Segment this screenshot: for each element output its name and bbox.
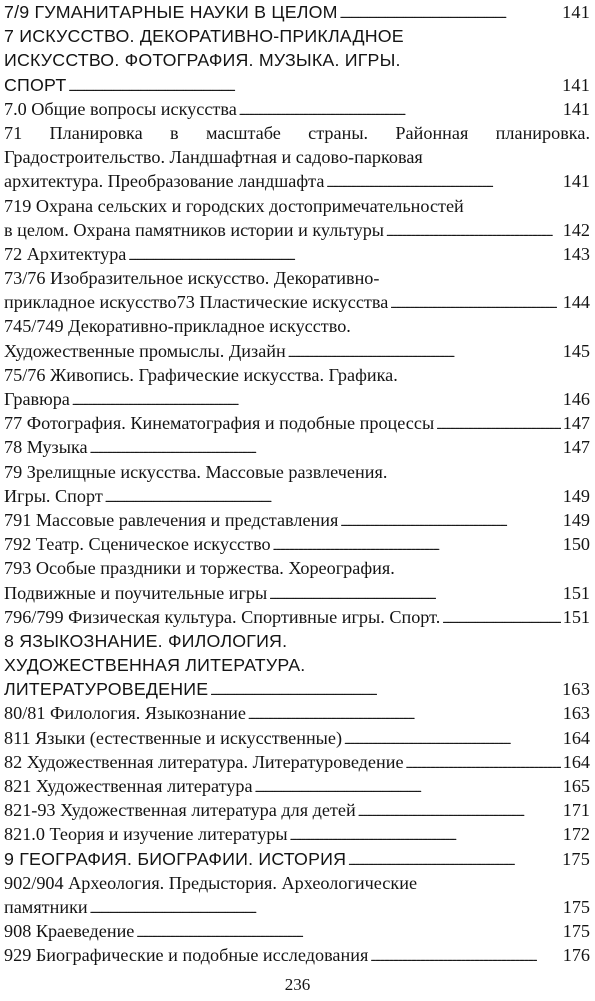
toc-entry-title: 821-93 Художественная литература для детей xyxy=(4,800,356,821)
toc-entry-page: 163 xyxy=(562,703,590,724)
toc-entry-title: 72 Архитектура xyxy=(4,243,127,264)
toc-entry-title: 77 Фотография. Кинематография и подобные процессы xyxy=(4,413,435,434)
toc-entry xyxy=(4,581,590,605)
toc-entry-page: 141 xyxy=(562,98,590,119)
toc-entry-title: Гравюра xyxy=(4,389,70,409)
dot-leader xyxy=(288,339,561,363)
toc-entry xyxy=(4,532,590,556)
toc-entry xyxy=(4,169,590,193)
toc-entry xyxy=(4,435,590,459)
dot-leader xyxy=(442,605,560,629)
dot-leader xyxy=(370,943,560,967)
toc-entry xyxy=(4,822,590,846)
toc-entry xyxy=(4,484,590,508)
dot-leader xyxy=(90,895,561,919)
dot-leader xyxy=(136,919,560,943)
toc-entry-continued xyxy=(4,266,590,290)
toc-entry xyxy=(4,387,590,411)
dot-leader xyxy=(128,242,560,266)
dot-leader xyxy=(340,508,560,532)
toc-entry xyxy=(4,895,590,919)
toc-entry-title: 908 Краеведение xyxy=(4,921,135,942)
toc-entry-title: Градостроительство. Ландшафтная и садово-парковая xyxy=(4,147,423,168)
dot-leader xyxy=(269,581,560,605)
toc-entry-title: 791 Массовые равлечения и представления xyxy=(4,509,339,530)
dot-leader xyxy=(210,677,560,701)
dot-leader xyxy=(326,169,560,193)
toc-entry-title: Игры. Спорт xyxy=(4,485,103,506)
toc-entry-page: 163 xyxy=(562,679,590,700)
dot-leader xyxy=(273,532,561,556)
toc-entry-page: 141 xyxy=(562,74,590,95)
toc-entry-page: 151 xyxy=(562,582,590,603)
table-of-contents xyxy=(4,0,590,968)
toc-entry-title: 79 Зрелищные искусства. Массовые развлечения. xyxy=(4,461,388,482)
toc-entry xyxy=(4,218,590,242)
toc-entry xyxy=(4,411,590,435)
toc-entry-continued xyxy=(4,48,590,72)
toc-entry-title: архитектура. Преобразование ландшафта xyxy=(4,171,325,192)
dot-leader xyxy=(290,822,561,846)
toc-entry-page: 144 xyxy=(562,292,590,313)
toc-entry-title: 792 Театр. Сценическое искусство xyxy=(4,534,271,555)
dot-leader xyxy=(340,0,560,24)
toc-entry-continued xyxy=(4,629,590,653)
toc-entry-page: 175 xyxy=(562,896,590,917)
toc-entry-page: 164 xyxy=(562,727,590,748)
toc-entry xyxy=(4,290,590,314)
toc-entry-continued xyxy=(4,314,590,338)
toc-entry-title: 80/81 Филология. Языкознание xyxy=(4,703,246,724)
toc-entry-title: 821.0 Теория и изучение литературы xyxy=(4,824,288,845)
toc-entry-title: 811 Языки (естественные и искусственные) xyxy=(4,727,343,748)
toc-entry-continued xyxy=(4,653,590,677)
toc-entry-title: 78 Музыка xyxy=(4,437,88,458)
toc-entry xyxy=(4,701,590,725)
toc-entry-title: 73/76 Изобразительное искусство. Декоративно- xyxy=(4,268,380,289)
dot-leader xyxy=(436,411,561,435)
toc-entry-title: ХУДОЖЕСТВЕННАЯ ЛИТЕРАТУРА. xyxy=(4,655,306,676)
toc-entry xyxy=(4,0,590,24)
toc-entry-title: ИСКУССТВО. ФОТОГРАФИЯ. МУЗЫКА. ИГРЫ. xyxy=(4,50,401,71)
dot-leader xyxy=(390,290,560,314)
toc-entry-title: 745/749 Декоративно-прикладное искусство. xyxy=(4,316,351,337)
toc-entry-title: 821 Художественная литература xyxy=(4,776,253,796)
toc-entry-title: 796/799 Физическая культура. Спортивные игры. Спорт. xyxy=(4,606,441,627)
toc-entry xyxy=(4,242,590,266)
toc-entry-page: 141 xyxy=(562,2,590,22)
toc-entry-title: ЛИТЕРАТУРОВЕДЕНИЕ xyxy=(4,679,209,700)
toc-entry xyxy=(4,774,590,798)
toc-entry xyxy=(4,97,590,121)
toc-entry-title: 793 Особые праздники и торжества. Хореография. xyxy=(4,558,395,579)
toc-entry xyxy=(4,847,590,871)
toc-entry-title: 719 Охрана сельских и городских достопримечательностей xyxy=(4,195,464,216)
toc-entry-page: 147 xyxy=(562,413,590,434)
toc-entry-page: 146 xyxy=(562,389,590,409)
toc-entry-title: прикладное искусство73 Пластические искусства xyxy=(4,292,389,313)
dot-leader xyxy=(90,435,561,459)
toc-entry-page: 165 xyxy=(562,776,590,796)
toc-entry-page: 149 xyxy=(562,509,590,530)
toc-entry-title: памятники xyxy=(4,896,88,917)
toc-entry-page: 142 xyxy=(562,219,590,240)
toc-entry-page: 151 xyxy=(562,606,590,627)
toc-entry-continued xyxy=(4,363,590,387)
toc-entry-title: в целом. Охрана памятников истории и культуры xyxy=(4,219,385,240)
toc-entry-page: 143 xyxy=(562,243,590,264)
toc-entry xyxy=(4,726,590,750)
toc-entry-title: 7/9 ГУМАНИТАРНЫЕ НАУКИ В ЦЕЛОМ xyxy=(4,2,338,22)
toc-entry-page: 175 xyxy=(562,921,590,942)
toc-entry xyxy=(4,750,590,774)
toc-entry-title: 75/76 Живопись. Графические искусства. Графика. xyxy=(4,364,398,385)
toc-entry-page: 171 xyxy=(562,800,590,821)
dot-leader xyxy=(348,847,560,871)
toc-entry xyxy=(4,339,590,363)
dot-leader xyxy=(344,726,561,750)
toc-entry xyxy=(4,919,590,943)
toc-entry-page: 150 xyxy=(562,534,590,555)
dot-leader xyxy=(239,97,561,121)
toc-entry-title: 71 Планировка в масштабе страны. Районная планировка. xyxy=(4,122,590,143)
toc-entry-title: 9 ГЕОГРАФИЯ. БИОГРАФИИ. ИСТОРИЯ xyxy=(4,848,347,869)
toc-entry-continued xyxy=(4,121,590,145)
toc-entry-page: 149 xyxy=(562,485,590,506)
dot-leader xyxy=(68,73,560,97)
toc-entry-page: 172 xyxy=(562,824,590,845)
dot-leader xyxy=(105,484,561,508)
toc-entry-page: 164 xyxy=(562,751,590,772)
dot-leader xyxy=(358,798,561,822)
toc-entry xyxy=(4,508,590,532)
toc-entry xyxy=(4,73,590,97)
toc-entry-title: 82 Художественная литература. Литературоведение xyxy=(4,751,404,772)
toc-entry-page: 147 xyxy=(562,437,590,458)
toc-entry-title: 929 Биографические и подобные исследования xyxy=(4,945,369,966)
toc-entry-title: 7.0 Общие вопросы искусства xyxy=(4,98,237,119)
toc-entry-continued xyxy=(4,460,590,484)
toc-entry-continued xyxy=(4,871,590,895)
dot-leader xyxy=(406,750,561,774)
toc-entry xyxy=(4,605,590,629)
toc-entry xyxy=(4,677,590,701)
toc-entry xyxy=(4,943,590,967)
dot-leader xyxy=(248,701,561,725)
toc-entry-title: Подвижные и поучительные игры xyxy=(4,582,268,603)
toc-entry-continued xyxy=(4,556,590,580)
dot-leader xyxy=(386,218,561,242)
toc-entry-continued xyxy=(4,24,590,48)
page-number: 236 xyxy=(284,975,311,994)
toc-entry-title: СПОРТ xyxy=(4,74,67,95)
toc-entry-title: 902/904 Археология. Предыстория. Археологические xyxy=(4,872,418,893)
toc-entry-page: 175 xyxy=(562,848,590,869)
dot-leader xyxy=(255,774,561,798)
toc-entry-title: 7 ИСКУССТВО. ДЕКОРАТИВНО-ПРИКЛАДНОЕ xyxy=(4,26,404,47)
toc-entry xyxy=(4,798,590,822)
toc-entry-title: 8 ЯЗЫКОЗНАНИЕ. ФИЛОЛОГИЯ. xyxy=(4,630,288,651)
toc-entry-page: 141 xyxy=(562,171,590,192)
toc-entry-page: 145 xyxy=(562,340,590,361)
toc-entry-page: 176 xyxy=(562,945,590,966)
dot-leader xyxy=(72,387,561,411)
toc-entry-continued xyxy=(4,145,590,169)
toc-entry-title: Художественные промыслы. Дизайн xyxy=(4,340,286,361)
toc-entry-continued xyxy=(4,194,590,218)
